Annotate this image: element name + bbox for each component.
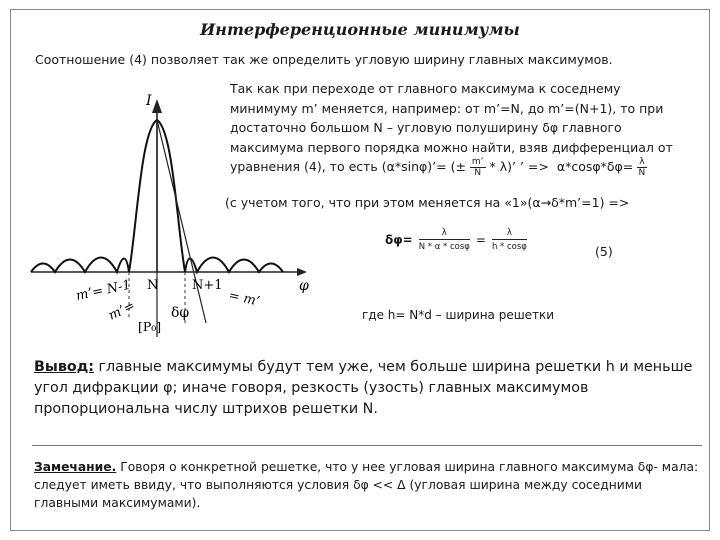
page-title: Интерференционные минимумы xyxy=(200,20,520,39)
label-p0: [P₀] xyxy=(138,319,162,334)
remark-text: Говоря о конкретной решетке, что у нее угловая ширина главного максимума δφ- мала: следует иметь ввиду, что выполняются условия δφ << Δ (угловая ширина между соседними главными максимумами). xyxy=(34,460,699,510)
equation-text: * λ)’ ’ => xyxy=(489,159,549,174)
explanation-line: достаточно большом N – угловую полуширину δφ главного xyxy=(230,120,622,135)
remark-label: Замечание. xyxy=(34,460,117,474)
divider xyxy=(32,445,702,446)
fraction-numerator: m’ xyxy=(471,157,484,167)
fraction-denominator: N xyxy=(474,168,482,178)
conclusion-text: главные максимумы будут тем уже, чем больше ширина решетки h и меньше угол дифракции φ; иначе говоря, резкость (узость) главных максимумов пропорциональна числу штрихов решетки N. xyxy=(34,359,693,417)
conclusion-label: Вывод: xyxy=(34,359,94,375)
formula-lhs: δφ= xyxy=(385,233,413,247)
explanation-line: максимума первого порядка можно найти, взяв дифференциал от xyxy=(230,139,673,155)
formula-equals: = xyxy=(475,233,486,247)
formula-fraction-1 xyxy=(419,228,470,252)
conclusion-block xyxy=(34,357,704,420)
intro-text: Соотношение (4) позволяет так же определить угловую ширину главных максимумов. xyxy=(35,52,613,67)
formula-denominator: h * cosφ xyxy=(491,242,527,252)
formula-fraction-2 xyxy=(492,228,527,252)
remark-block xyxy=(34,458,704,512)
equation-number: (5) xyxy=(595,244,613,259)
label-n-plus-1: N+1 xyxy=(192,278,223,293)
formula-5 xyxy=(385,228,533,252)
intensity-label: I xyxy=(146,93,152,109)
label-m-prime-right: = m’ xyxy=(227,288,262,310)
phi-label: φ xyxy=(299,278,309,294)
label-delta-phi: δφ xyxy=(171,305,190,321)
explanation-line: минимуму m’ меняется, например: от m’=N, до m’=(N+1), то при xyxy=(230,100,664,116)
label-m-prime-left: m’= N-1 xyxy=(74,277,133,304)
formula-denominator: N * α * cosφ xyxy=(418,242,470,252)
label-m-prime-bottom: m’= xyxy=(106,298,138,324)
formula-numerator: λ xyxy=(492,228,527,240)
note-text: (с учетом того, что при этом меняется на «1»(α→δ*m’=1) => xyxy=(225,195,630,210)
fraction-denominator: N xyxy=(638,168,646,178)
explanation-line: Так как при переходе от главного максимума к соседнему xyxy=(230,81,621,96)
formula-numerator: λ xyxy=(419,228,470,240)
fraction-m-over-n xyxy=(470,157,486,178)
intensity-axis-arrow xyxy=(152,99,162,113)
explanation-line-equation xyxy=(230,157,705,178)
fraction-numerator: λ xyxy=(639,157,645,167)
label-n: N xyxy=(147,278,159,293)
fraction-lambda-over-n xyxy=(637,157,646,178)
explanation-block xyxy=(230,79,705,178)
h-definition: где h= N*d – ширина решетки xyxy=(362,308,555,322)
equation-text: α*cosφ*δφ= xyxy=(556,159,634,174)
equation-text: уравнения (4), то есть (α*sinφ)’= (± xyxy=(230,159,466,174)
phi-axis-arrow xyxy=(297,268,307,276)
